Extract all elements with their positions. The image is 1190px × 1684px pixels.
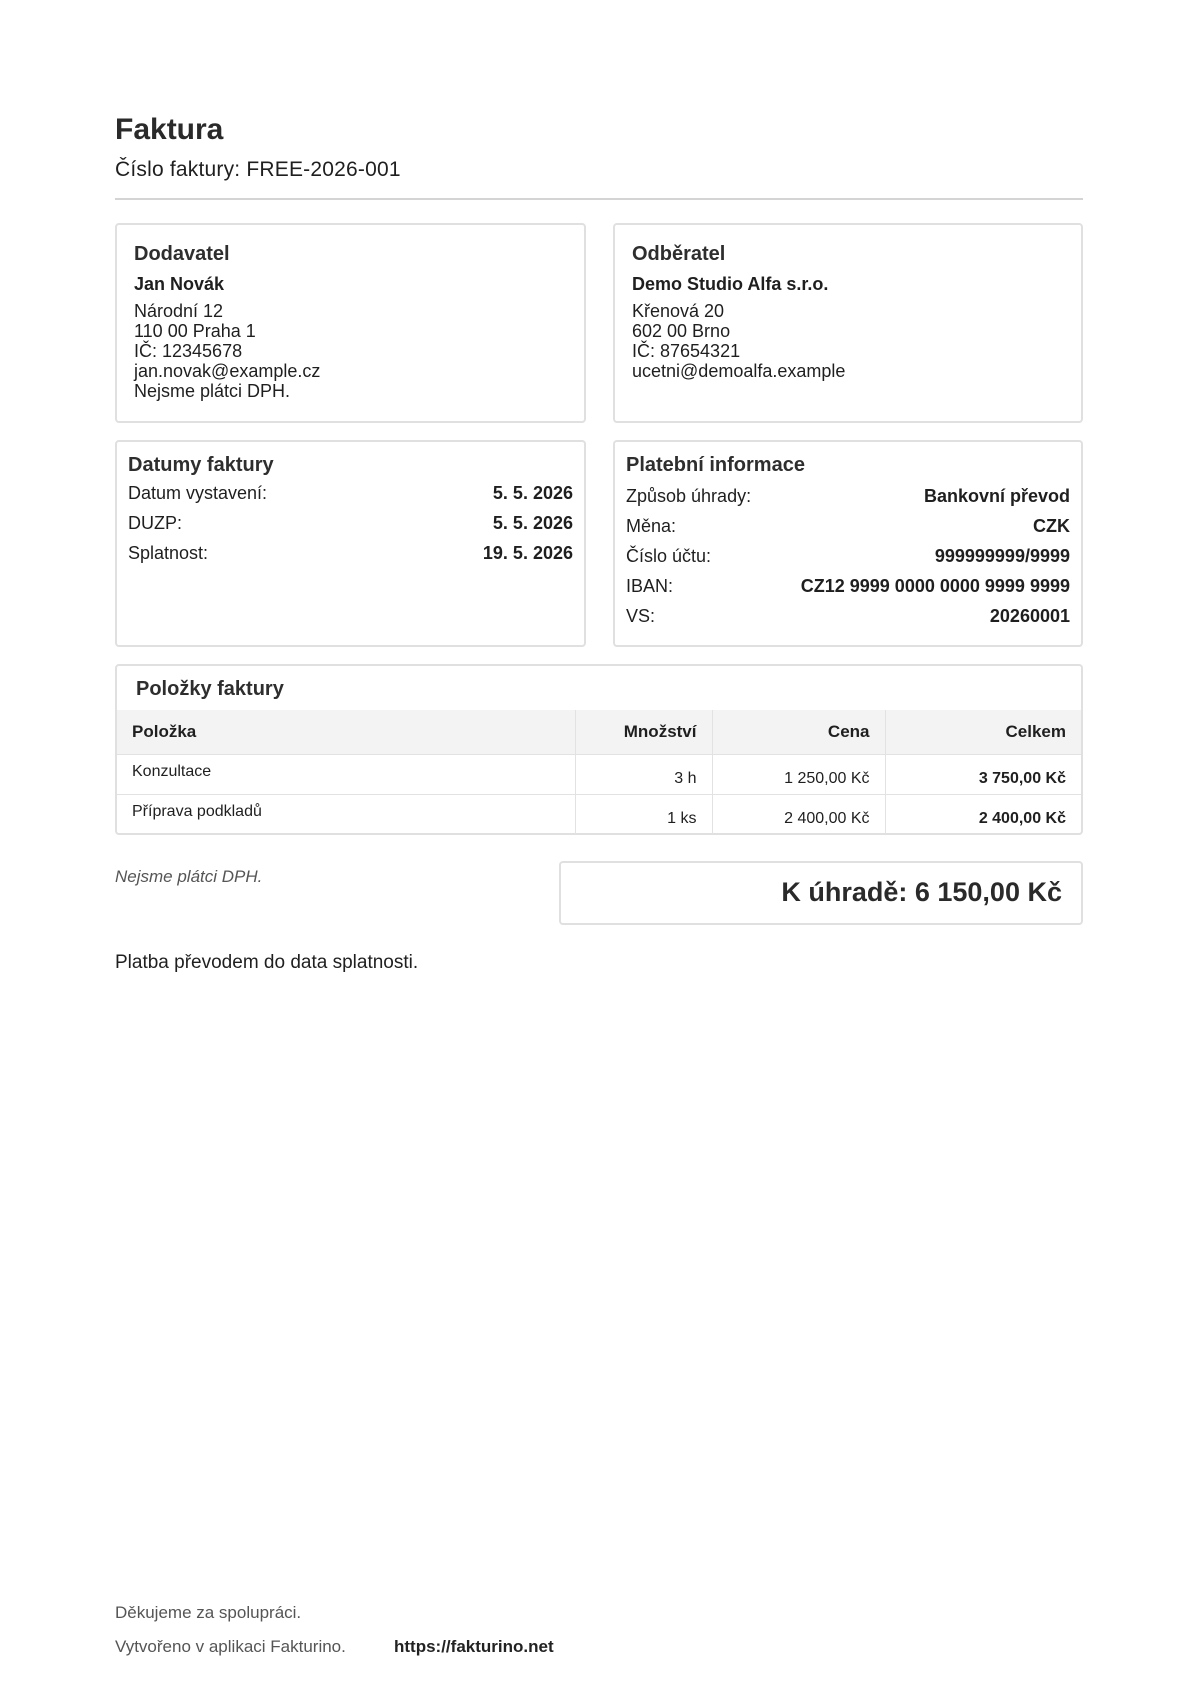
payment-label: Způsob úhrady: (626, 486, 752, 506)
vat-note: Nejsme plátci DPH. (115, 867, 263, 886)
supplier-card (115, 223, 586, 423)
payment-row (626, 606, 1070, 636)
supplier-name: Jan Novák (134, 274, 225, 294)
table-header-row (117, 710, 1081, 754)
item-name: Konzultace (117, 754, 575, 794)
items-table (117, 710, 1081, 834)
page-title: Faktura (115, 113, 224, 146)
payment-value: 20260001 (989, 606, 1070, 626)
date-value: 5. 5. 2026 (492, 483, 573, 503)
table-row (117, 794, 1081, 834)
payment-label: Číslo účtu: (626, 546, 712, 566)
supplier-email: jan.novak@example.cz (134, 361, 321, 381)
date-value: 5. 5. 2026 (492, 513, 573, 533)
dates-heading: Datumy faktury (128, 454, 274, 476)
item-quantity: 1 ks (575, 794, 712, 834)
customer-line: 602 00 Brno (632, 321, 731, 341)
date-label: Datum vystavení: (128, 483, 268, 503)
total-box (559, 861, 1083, 925)
payment-value: Bankovní převod (923, 486, 1070, 506)
items-card (115, 664, 1083, 835)
payment-value: CZ12 9999 0000 0000 9999 9999 (800, 576, 1070, 596)
supplier-line: IČ: 12345678 (134, 341, 243, 361)
payment-note: Platba převodem do data splatnosti. (115, 952, 419, 973)
column-header-quantity: Množství (575, 710, 712, 754)
date-label: Splatnost: (128, 543, 209, 563)
table-row (117, 754, 1081, 794)
customer-email: ucetni@demoalfa.example (632, 361, 846, 381)
item-total: 3 750,00 Kč (885, 754, 1081, 794)
payment-value: 999999999/9999 (934, 546, 1070, 566)
payment-row (626, 546, 1070, 576)
supplier-line: Národní 12 (134, 301, 224, 321)
supplier-heading: Dodavatel (134, 243, 230, 265)
date-label: DUZP: (128, 513, 182, 533)
payment-label: Měna: (626, 516, 677, 536)
date-value: 19. 5. 2026 (482, 543, 573, 563)
customer-line: Křenová 20 (632, 301, 725, 321)
column-header-total: Celkem (885, 710, 1081, 754)
date-row (128, 483, 573, 513)
footer-thanks: Děkujeme za spolupráci. (115, 1603, 302, 1622)
invoice-number: Číslo faktury: FREE-2026-001 (115, 158, 401, 181)
payment-row (626, 576, 1070, 606)
payment-label: VS: (626, 606, 656, 626)
footer-made-with: Vytvořeno v aplikaci Fakturino. (115, 1637, 346, 1656)
item-name: Příprava podkladů (117, 794, 575, 834)
payment-value: CZK (1033, 516, 1070, 536)
payment-row (626, 516, 1070, 546)
supplier-line: 110 00 Praha 1 (134, 321, 256, 341)
items-heading: Položky faktury (136, 678, 284, 700)
payment-row (626, 486, 1070, 516)
date-row (128, 513, 573, 543)
date-row (128, 543, 573, 573)
column-header-item: Položka (117, 710, 575, 754)
item-quantity: 3 h (575, 754, 712, 794)
customer-heading: Odběratel (632, 243, 726, 265)
dates-card (115, 440, 586, 647)
total-amount: K úhradě: 6 150,00 Kč (781, 877, 1062, 907)
item-total: 2 400,00 Kč (885, 794, 1081, 834)
item-price: 2 400,00 Kč (712, 794, 885, 834)
column-header-price: Cena (712, 710, 885, 754)
payment-card (613, 440, 1083, 647)
supplier-line: Nejsme plátci DPH. (134, 381, 291, 401)
payment-label: IBAN: (626, 576, 674, 596)
customer-name: Demo Studio Alfa s.r.o. (632, 274, 829, 294)
footer-link[interactable]: https://fakturino.net (394, 1637, 554, 1656)
invoice-page (115, 0, 1083, 1684)
customer-line: IČ: 87654321 (632, 341, 741, 361)
header-divider (115, 198, 1083, 200)
customer-card (613, 223, 1083, 423)
item-price: 1 250,00 Kč (712, 754, 885, 794)
payment-heading: Platební informace (626, 454, 805, 476)
